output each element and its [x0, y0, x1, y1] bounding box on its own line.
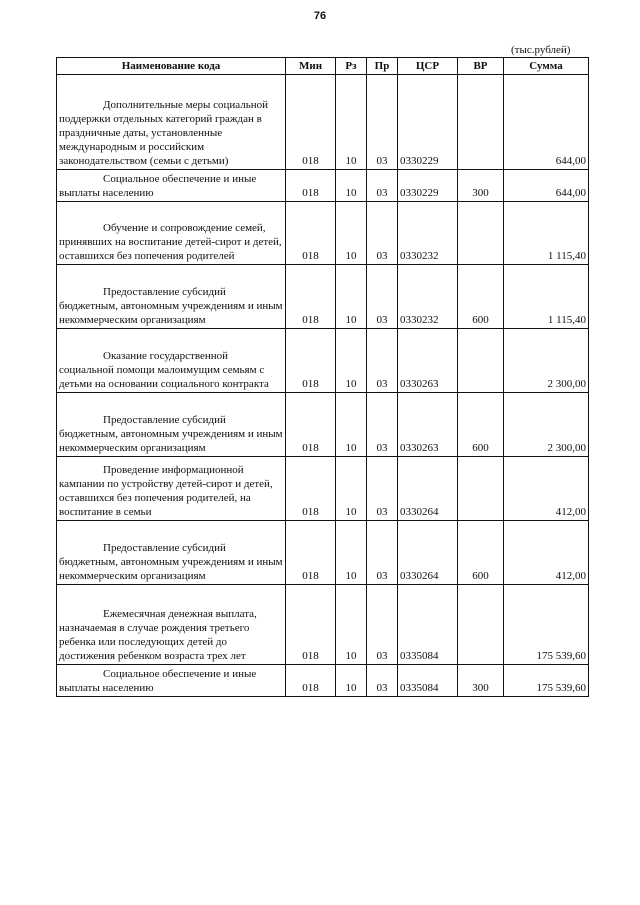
- row-name: Обучение и сопровождение семей, принявших на воспитание детей-сирот и детей, оставшихся без попечения родителей: [59, 222, 282, 262]
- row-min: 018: [286, 329, 336, 393]
- budget-table: [56, 57, 589, 697]
- row-csr: 0330232: [398, 202, 458, 265]
- row-min: 018: [286, 202, 336, 265]
- row-name: Дополнительные меры социальной поддержки отдельных категорий граждан в праздничные даты, установленные международным и российским законодательством (семьи с детьми): [59, 99, 269, 167]
- row-csr: 0330232: [398, 265, 458, 329]
- header-pr: Пр: [367, 58, 398, 75]
- header-sum: Сумма: [504, 58, 589, 75]
- row-min: 018: [286, 75, 336, 170]
- table-row: [57, 521, 589, 585]
- row-csr: 0330229: [398, 170, 458, 202]
- row-pr: 03: [367, 170, 398, 202]
- row-rz: 10: [336, 202, 367, 265]
- row-rz: 10: [336, 393, 367, 457]
- row-vr: 300: [458, 665, 504, 697]
- row-vr: [458, 457, 504, 521]
- row-name: Ежемесячная денежная выплата, назначаемая в случае рождения третьего ребенка или последующих детей до достижения ребенком возраста трех лет: [59, 608, 257, 662]
- row-vr: [458, 585, 504, 665]
- row-sum: 175 539,60: [504, 585, 589, 665]
- row-name: Социальное обеспечение и иные выплаты населению: [59, 668, 257, 694]
- row-vr: 600: [458, 265, 504, 329]
- page-number: 76: [313, 10, 327, 22]
- row-pr: 03: [367, 393, 398, 457]
- row-sum: 1 115,40: [504, 202, 589, 265]
- table-row: [57, 457, 589, 521]
- row-sum: 2 300,00: [504, 393, 589, 457]
- row-name: Социальное обеспечение и иные выплаты населению: [59, 173, 257, 199]
- row-rz: 10: [336, 521, 367, 585]
- row-name: Предоставление субсидий бюджетным, автономным учреждениям и иным некоммерческим организациям: [59, 542, 283, 582]
- row-sum: 412,00: [504, 521, 589, 585]
- row-vr: 300: [458, 170, 504, 202]
- header-name: Наименование кода: [57, 58, 286, 75]
- row-min: 018: [286, 585, 336, 665]
- table-row: [57, 265, 589, 329]
- row-vr: [458, 75, 504, 170]
- row-name: Проведение информационной кампании по устройству детей-сирот и детей, оставшихся без попечения родителей, на воспитание в семьи: [59, 464, 273, 518]
- row-min: 018: [286, 170, 336, 202]
- row-csr: 0330264: [398, 521, 458, 585]
- row-csr: 0330263: [398, 393, 458, 457]
- row-csr: 0335084: [398, 665, 458, 697]
- row-csr: 0335084: [398, 585, 458, 665]
- row-name: Предоставление субсидий бюджетным, автономным учреждениям и иным некоммерческим организациям: [59, 286, 283, 326]
- row-sum: 2 300,00: [504, 329, 589, 393]
- row-rz: 10: [336, 457, 367, 521]
- row-name: Предоставление субсидий бюджетным, автономным учреждениям и иным некоммерческим организациям: [59, 414, 283, 454]
- row-sum: 644,00: [504, 170, 589, 202]
- header-row: [57, 58, 589, 75]
- row-vr: [458, 202, 504, 265]
- row-csr: 0330264: [398, 457, 458, 521]
- row-rz: 10: [336, 265, 367, 329]
- row-pr: 03: [367, 75, 398, 170]
- row-rz: 10: [336, 75, 367, 170]
- row-vr: 600: [458, 393, 504, 457]
- row-pr: 03: [367, 457, 398, 521]
- row-vr: [458, 329, 504, 393]
- row-min: 018: [286, 265, 336, 329]
- row-csr: 0330263: [398, 329, 458, 393]
- table-row: [57, 202, 589, 265]
- header-min: Мин: [286, 58, 336, 75]
- row-pr: 03: [367, 585, 398, 665]
- header-vr: ВР: [458, 58, 504, 75]
- row-rz: 10: [336, 170, 367, 202]
- row-pr: 03: [367, 265, 398, 329]
- header-csr: ЦСР: [398, 58, 458, 75]
- header-rz: Рз: [336, 58, 367, 75]
- row-rz: 10: [336, 329, 367, 393]
- row-rz: 10: [336, 585, 367, 665]
- row-min: 018: [286, 393, 336, 457]
- row-csr: 0330229: [398, 75, 458, 170]
- table-row: [57, 393, 589, 457]
- row-min: 018: [286, 521, 336, 585]
- table-row: [57, 585, 589, 665]
- row-min: 018: [286, 665, 336, 697]
- table-row: [57, 329, 589, 393]
- row-name: Оказание государственной социальной помощи малоимущим семьям с детьми на основании социального контракта: [59, 350, 269, 390]
- table-row: [57, 170, 589, 202]
- row-vr: 600: [458, 521, 504, 585]
- row-pr: 03: [367, 521, 398, 585]
- row-sum: 644,00: [504, 75, 589, 170]
- row-pr: 03: [367, 665, 398, 697]
- row-sum: 1 115,40: [504, 265, 589, 329]
- row-min: 018: [286, 457, 336, 521]
- row-pr: 03: [367, 202, 398, 265]
- row-rz: 10: [336, 665, 367, 697]
- table-row: [57, 665, 589, 697]
- units-label: (тыс.рублей): [511, 44, 571, 56]
- table-row: [57, 75, 589, 170]
- row-sum: 175 539,60: [504, 665, 589, 697]
- row-sum: 412,00: [504, 457, 589, 521]
- row-pr: 03: [367, 329, 398, 393]
